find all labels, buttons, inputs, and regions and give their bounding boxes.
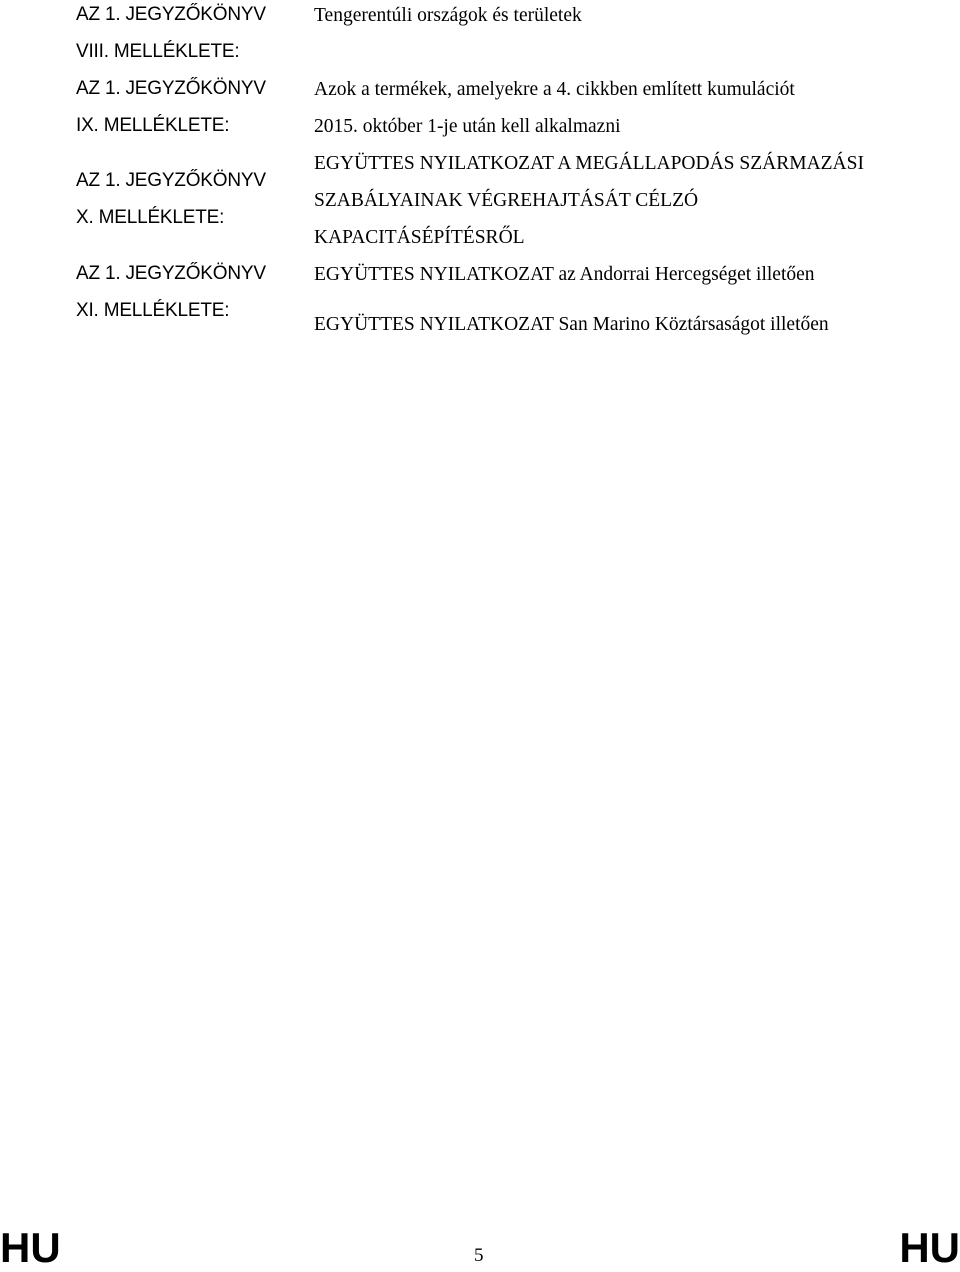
- footer-language-code-right: HU: [899, 1224, 960, 1271]
- annex-viii-title: Tengerentúli országok és területek: [314, 5, 582, 26]
- annex-x-title-line-2: SZABÁLYAINAK VÉGREHAJTÁSÁT CÉLZÓ: [314, 190, 699, 211]
- page-number: 5: [474, 1245, 484, 1266]
- annex-x-title-line-1: EGYÜTTES NYILATKOZAT A MEGÁLLAPODÁS SZÁRMAZÁSI: [314, 153, 864, 174]
- annex-x-protocol-label: AZ 1. JEGYZŐKÖNYV: [76, 170, 266, 191]
- annex-ix-title-line-2: 2015. október 1-je után kell alkalmazni: [314, 116, 621, 137]
- footer-language-code-left: HU: [0, 1224, 61, 1271]
- annex-x-title-line-3: KAPACITÁSÉPÍTÉSRŐL: [314, 227, 525, 248]
- annex-x-annex-label: X. MELLÉKLETE:: [76, 207, 225, 228]
- annex-viii-protocol-label: AZ 1. JEGYZŐKÖNYV: [76, 4, 266, 25]
- annex-xi-annex-label: XI. MELLÉKLETE:: [76, 300, 230, 321]
- annex-ix-annex-label: IX. MELLÉKLETE:: [76, 115, 230, 136]
- annex-xi-title-line-2: EGYÜTTES NYILATKOZAT San Marino Köztársaságot illetően: [314, 314, 829, 335]
- annex-xi-title-line-1: EGYÜTTES NYILATKOZAT az Andorrai Hercegséget illetően: [314, 264, 815, 285]
- annex-ix-title-line-1: Azok a termékek, amelyekre a 4. cikkben említett kumulációt: [314, 79, 795, 100]
- annex-xi-protocol-label: AZ 1. JEGYZŐKÖNYV: [76, 263, 266, 284]
- annex-ix-protocol-label: AZ 1. JEGYZŐKÖNYV: [76, 78, 266, 99]
- annex-viii-annex-label: VIII. MELLÉKLETE:: [76, 41, 240, 62]
